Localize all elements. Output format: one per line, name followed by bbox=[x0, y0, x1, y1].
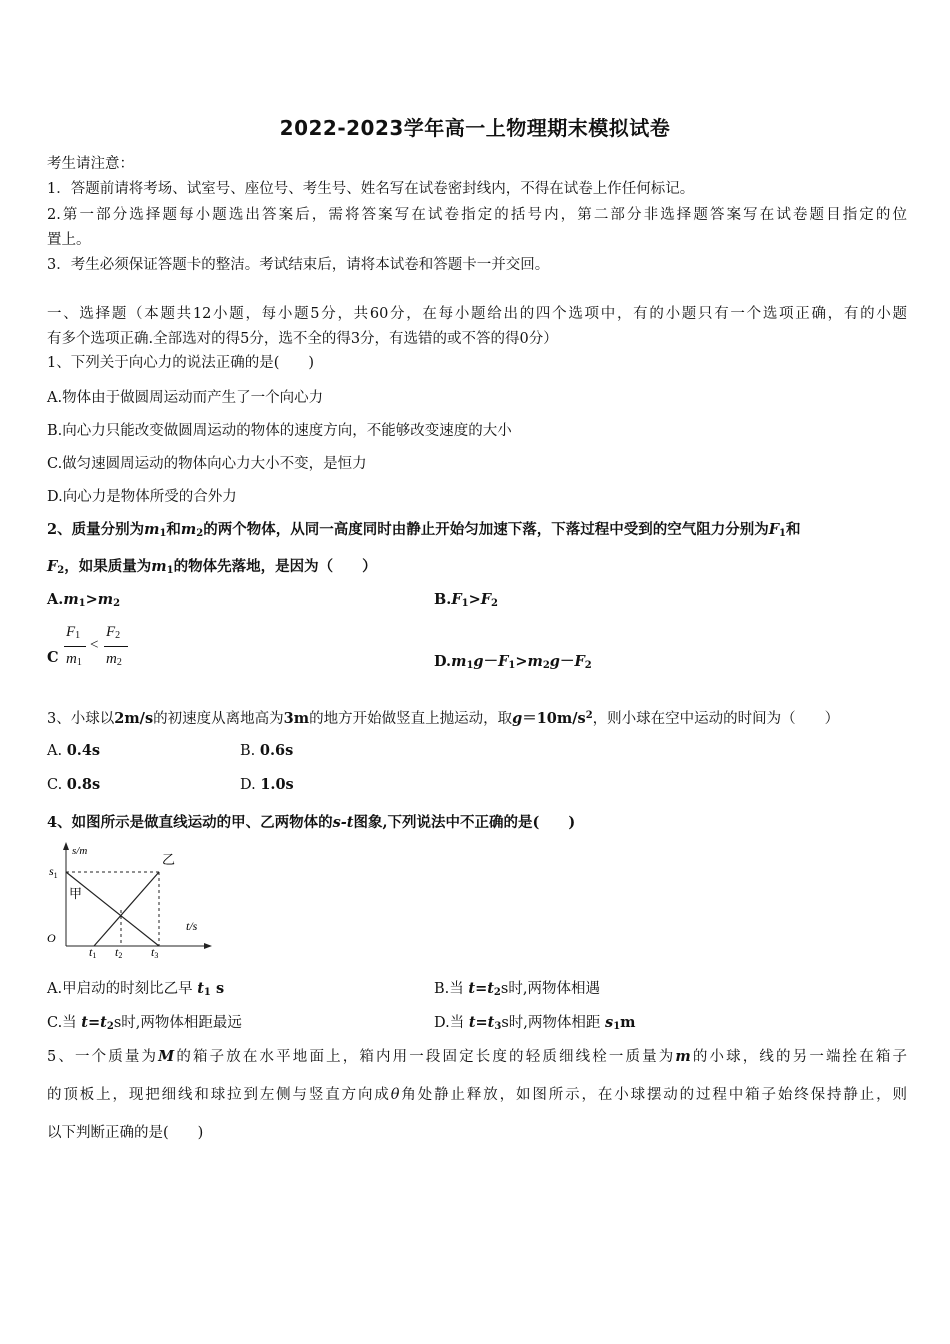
q4-option-c: C.当 $t=t_2s$时,两物体相距最远 bbox=[47, 1014, 242, 1032]
notice-item-2: 2.第一部分选择题每小题选出答案后，需将答案写在试卷指定的括号内，第二部分非选择题答案写在试卷题目指定的位 bbox=[47, 207, 907, 223]
q4-option-d: D.当 $t=t_3s$时,两物体相距 $s_1m$ bbox=[434, 1014, 636, 1032]
origin-label: O bbox=[47, 931, 56, 945]
fraction-bar bbox=[64, 646, 86, 647]
notice-item-3: 3．考生必须保证答题卡的整洁。考试结束后，请将本试卷和答题卡一并交回。 bbox=[47, 257, 550, 273]
label-yi: 乙 bbox=[162, 853, 176, 868]
x-axis-label: t/s bbox=[186, 919, 198, 933]
y-axis-label: s/m bbox=[72, 845, 88, 857]
q1-stem: 1、下列关于向心力的说法正确的是( ) bbox=[47, 355, 315, 371]
q4-option-a: A.甲启动的时刻比乙早 $t_1$ s bbox=[47, 980, 225, 998]
t1-label: t1 bbox=[89, 945, 97, 958]
s1-label: $s_1$ bbox=[49, 864, 58, 880]
q4-stem: 4、如图所示是做直线运动的甲、乙两物体的s-t图象,下列说法中不正确的是( ) bbox=[47, 814, 576, 831]
q1-option-a: A.物体由于做圆周运动而产生了一个向心力 bbox=[47, 390, 324, 406]
notice-item-2-cont: 置上。 bbox=[47, 232, 91, 248]
q2-stem: 2、质量分别为$m_1$和$m_2$的两个物体，从同一高度同时由静止开始匀加速下落，下落过程中受到的空气阻力分别为$F_1$和 bbox=[47, 521, 801, 539]
label-jia: 甲 bbox=[69, 887, 83, 902]
q2-option-a: $A.m_1>m_2$ bbox=[47, 591, 121, 609]
q3-option-a: A. 0.4s bbox=[47, 742, 101, 759]
q2-stem-cont: $F_2$，如果质量为$m_1$的物体先落地，是因为（ ） bbox=[47, 558, 377, 576]
notice-item-1: 1．答题前请将考场、试室号、座位号、考生号、姓名写在试卷密封线内，不得在试卷上作任何标记。 bbox=[47, 181, 695, 197]
section-intro: 一、选择题（本题共12小题，每小题5分，共60分，在每小题给出的四个选项中，有的小题只有一个选项正确，有的小题 bbox=[47, 306, 907, 322]
q3-option-b: B. 0.6s bbox=[240, 742, 294, 759]
t3-label: t3 bbox=[151, 945, 159, 958]
notice-heading: 考生请注意： bbox=[47, 156, 134, 172]
fraction-bar bbox=[104, 646, 128, 647]
line-yi bbox=[94, 872, 159, 946]
q3-stem: 3、小球以2m/s的初速度从离地高为3m的地方开始做竖直上抛运动，取$g=10m/s^2$，则小球在空中运动的时间为（ ） bbox=[47, 710, 840, 727]
q3-option-d: D. 1.0s bbox=[240, 776, 294, 793]
q2-option-b: $B.F_1>F_2$ bbox=[434, 591, 498, 609]
page-title: 2022-2023学年高一上物理期末模拟试卷 bbox=[279, 116, 671, 140]
q1-option-c: C.做匀速圆周运动的物体向心力大小不变，是恒力 bbox=[47, 456, 367, 472]
q1-option-d: D.向心力是物体所受的合外力 bbox=[47, 489, 237, 505]
exam-page: 2022-2023学年高一上物理期末模拟试卷 考生请注意： 1．答题前请将考场、试室号、座位号、考生号、姓名写在试卷密封线内，不得在试卷上作任何标记。 2.第一部分选择题每小题选出答案后，需将答案写在试卷指定的括号内，第二部分非选择题答案写在试卷题目指定的位 置上。 3．考生必须保证答题卡的整洁。考试结束后，请将本试卷和答题卡一并交回。 一、选择题（本题共12小题，每小题5分，共60分，在每小题给出的四个选项中，有的小题只有一个选项正确，有的小题 有多个选项正确.全部选对的得5分，选不全的得3分，有选错的或不答的得0分） 1、下列关于向心力的说法正确的是( ) A.物体由于做圆周运动而产生了一个向心力 B.向心力只能改变做圆周运动的物体的速度方向，不能够改变速度的大小 C.做匀速圆周运动的物体向心力大小不变，是恒力 D.向心力是物体所受的合外力 2、质量分别为$m_1$和$m_2$的两个物体，从同一高度同时由静止开始匀加速下落，下落过程中受到的空气阻力分别为$F_1$和 $F_2$，如果质量为$m_1$的物体先落地，是因为（ ） $A.m_1>m_2$ $B.F_1>F_2$ C $F_1$ $m_1$ < $F_2$ $m_2$ $D.m_1g-F_1>m_2g-F_2$ 3、小球以2m/s的初速度从离地高为3m的地方开始做竖直上抛运动，取$g=10m/s^2$，则小球在空中运动的时间为（ ） A. 0.4s B. 0.6s C. 0.8s D. 1.0s 4、如图所示是做直线运动的甲、乙两物体的s-t图象,下列说法中不正确的是( ) s/m t/s O $s_1$ 甲 乙 t1 t2 t3 A.甲启动的时刻比乙早 $t_1$ s B.当 $t=t_2s$时,两物体相遇 C.当 $t=t_2s$时,两物体相距最远 D.当 $t=t_3s$时,两物体相距 $s_1m$ 5、一个质量为M的箱子放在水平地面上，箱内用一段固定长度的轻质细线栓一质量为m的小球，线的另一端拴在箱子 的顶板上，现把细线和球拉到左侧与竖直方向成θ角处静止释放，如图所示，在小球摆动的过程中箱子始终保持静止，则 以下判断正确的是( ) bbox=[0, 0, 950, 1344]
q5-stem-line3: 以下判断正确的是( ) bbox=[47, 1125, 204, 1141]
q5-stem-line2: 的顶板上，现把细线和球拉到左侧与竖直方向成θ角处静止释放，如图所示，在小球摆动的过程中箱子始终保持静止，则 bbox=[47, 1087, 907, 1103]
q2-option-c-label: C bbox=[47, 649, 59, 666]
section-intro-cont: 有多个选项正确.全部选对的得5分，选不全的得3分，有选错的或不答的得0分） bbox=[47, 331, 558, 347]
q2-option-d: $D.m_1g-F_1>m_2g-F_2$ bbox=[434, 653, 592, 671]
q3-option-c: C. 0.8s bbox=[47, 776, 101, 793]
q5-stem-line1: 5、一个质量为M的箱子放在水平地面上，箱内用一段固定长度的轻质细线栓一质量为m的小球，线的另一端拴在箱子 bbox=[47, 1048, 907, 1065]
x-axis-arrow bbox=[204, 943, 212, 949]
q4-option-b: B.当 $t=t_2s$时,两物体相遇 bbox=[434, 980, 600, 998]
t2-label: t2 bbox=[115, 945, 123, 958]
q1-option-b: B.向心力只能改变做圆周运动的物体的速度方向，不能够改变速度的大小 bbox=[47, 423, 512, 439]
st-graph-figure bbox=[44, 838, 219, 958]
y-axis-arrow bbox=[63, 842, 69, 850]
line-jia bbox=[66, 872, 159, 946]
